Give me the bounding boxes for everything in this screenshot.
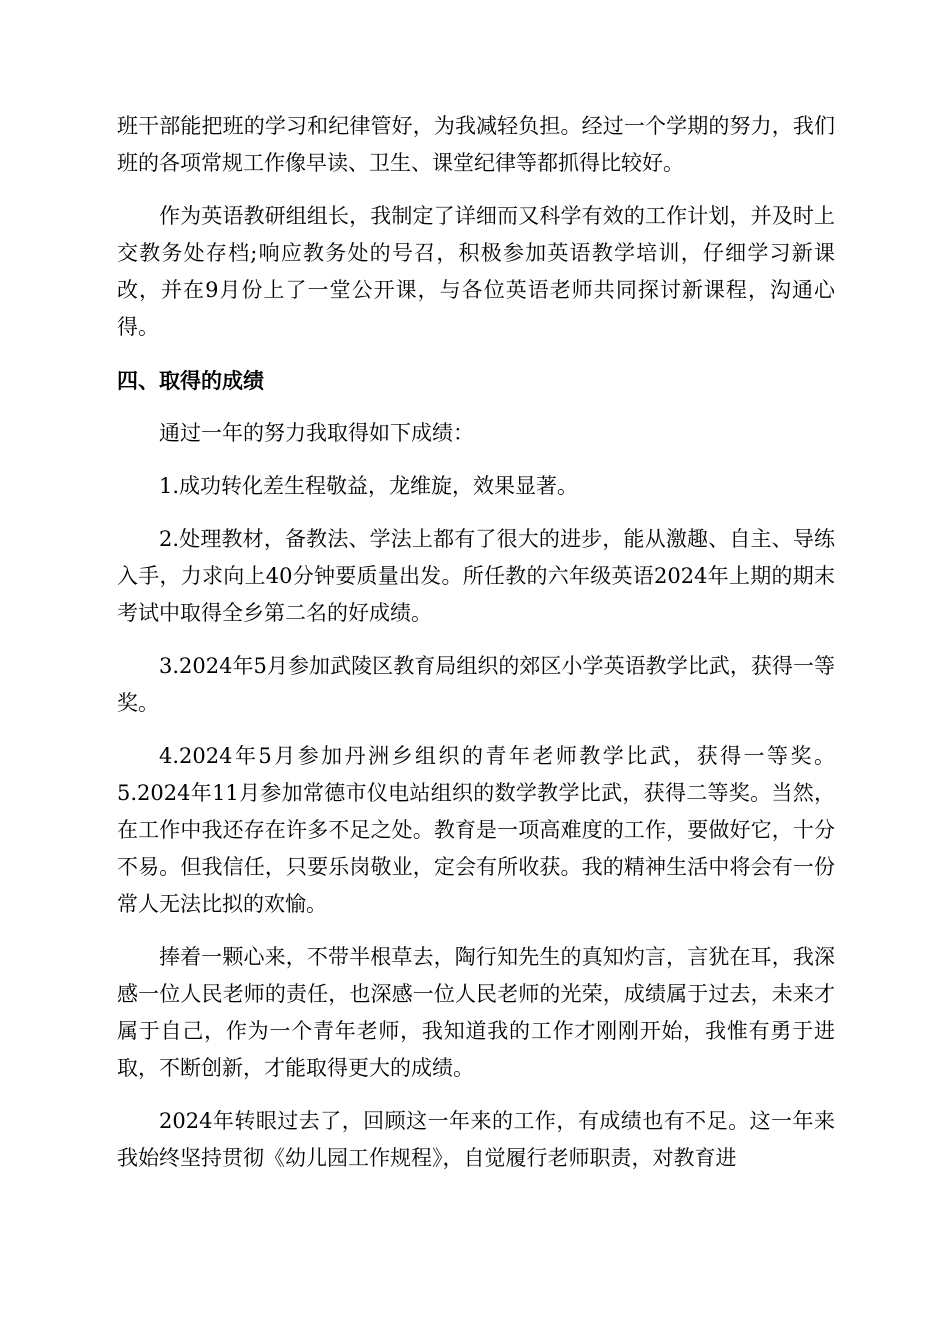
document-body (117, 108, 835, 1193)
paragraph-achievement-2: 2.处理教材，备教法、学法上都有了很大的进步，能从激趣、自主、导练入手，力求向上40分钟要质量出发。所任教的六年级英语2024年上期的期末考试中取得全乡第二名的好成绩。 (117, 527, 835, 625)
section-heading-achievements: 四、取得的成绩 (117, 368, 264, 393)
paragraph-reflection: 捧着一颗心来，不带半根草去，陶行知先生的真知灼言，言犹在耳，我深感一位人民老师的责任，也深感一位人民老师的光荣，成绩属于过去，未来才属于自己，作为一个青年老师，我知道我的工作才刚刚开始，我惟有勇于进取，不断创新，才能取得更大的成绩。 (117, 945, 835, 1080)
paragraph-achievements-intro: 通过一年的努力我取得如下成绩： (159, 421, 474, 445)
paragraph-achievement-4-5: 4.2024年5月参加丹洲乡组织的青年老师教学比武，获得一等奖。5.2024年11月参加常德市仪电站组织的数学教学比武，获得二等奖。当然，在工作中我还存在许多不足之处。教育是一项高难度的工作，要做好它，十分不易。但我信任，只要乐岗敬业，定会有所收获。我的精神生活中将会有一份常人无法比拟的欢愉。 (117, 744, 835, 916)
paragraph-english-group-leader: 作为英语教研组组长，我制定了详细而又科学有效的工作计划，并及时上交教务处存档;响应教务处的号召，积极参加英语教学培训，仔细学习新课改，并在9月份上了一堂公开课，与各位英语老师共同探讨新课程，沟通心得。 (117, 204, 835, 339)
paragraph-achievement-1: 1.成功转化差生程敬益，龙维旋，效果显著。 (159, 474, 579, 498)
paragraph-class-management: 班干部能把班的学习和纪律管好，为我减轻负担。经过一个学期的努力，我们班的各项常规工作像早读、卫生、课堂纪律等都抓得比较好。 (117, 114, 835, 175)
paragraph-year-review: 2024年转眼过去了，回顾这一年来的工作，有成绩也有不足。这一年来我始终坚持贯彻《幼儿园工作规程》，自觉履行老师职责，对教育进 (117, 1109, 835, 1170)
paragraph-achievement-3: 3.2024年5月参加武陵区教育局组织的郊区小学英语教学比武，获得一等奖。 (117, 654, 835, 715)
